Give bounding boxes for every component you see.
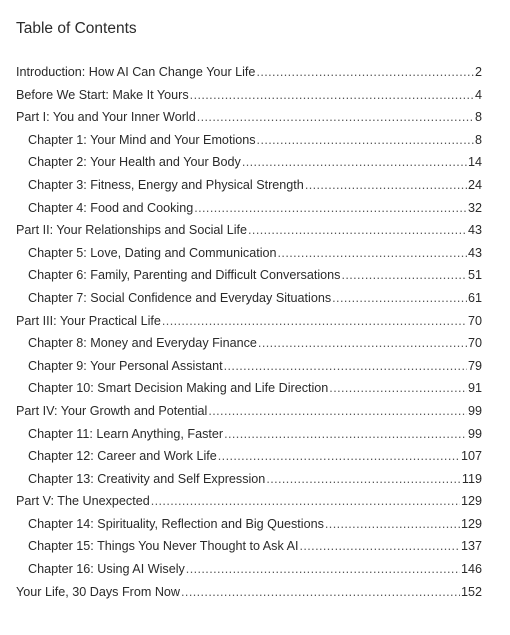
dot-leader	[278, 242, 467, 265]
dot-leader	[341, 264, 467, 287]
toc-entry-label: Chapter 8: Money and Everyday Finance	[28, 336, 257, 351]
toc-page-number: 61	[467, 290, 482, 305]
dot-leader	[224, 423, 467, 446]
toc-entry-section[interactable]	[16, 581, 482, 604]
toc-entry-section[interactable]	[16, 84, 482, 107]
toc-page-number: 129	[460, 494, 482, 509]
toc-entry-label: Chapter 16: Using AI Wisely	[28, 562, 185, 577]
toc-page-number: 8	[474, 132, 482, 147]
toc-page-number: 14	[467, 155, 482, 170]
toc-page-number: 24	[467, 177, 482, 192]
dot-leader	[257, 129, 474, 152]
dot-leader	[332, 287, 467, 310]
toc-entry-chapter[interactable]	[16, 558, 482, 581]
dot-leader	[258, 332, 467, 355]
dot-leader	[190, 84, 474, 107]
dot-leader	[305, 174, 467, 197]
toc-entry-section[interactable]	[16, 400, 482, 423]
toc-page-number: 91	[467, 381, 482, 396]
page-title: Table of Contents	[16, 20, 137, 37]
toc-page-number: 119	[461, 471, 482, 486]
toc-entry-section[interactable]	[16, 310, 482, 333]
toc-entry-label: Chapter 14: Spirituality, Reflection and Big Questions	[28, 516, 324, 531]
dot-leader	[299, 535, 460, 558]
toc-entry-chapter[interactable]	[16, 332, 482, 355]
toc-list	[16, 61, 482, 603]
dot-leader	[266, 468, 461, 491]
toc-entry-label: Chapter 5: Love, Dating and Communication	[28, 245, 277, 260]
toc-page-number: 99	[467, 426, 482, 441]
toc-entry-label: Part I: You and Your Inner World	[16, 110, 196, 125]
dot-leader	[194, 197, 467, 220]
toc-entry-chapter[interactable]	[16, 197, 482, 220]
toc-entry-label: Part IV: Your Growth and Potential	[16, 403, 208, 418]
toc-page-number: 70	[467, 313, 482, 328]
toc-entry-label: Chapter 4: Food and Cooking	[28, 200, 194, 215]
toc-entry-chapter[interactable]	[16, 242, 482, 265]
toc-entry-section[interactable]	[16, 490, 482, 513]
toc-entry-label: Chapter 12: Career and Work Life	[28, 449, 217, 464]
toc-entry-label: Chapter 3: Fitness, Energy and Physical Strength	[28, 177, 304, 192]
toc-page-number: 99	[467, 403, 482, 418]
toc-entry-label: Part III: Your Practical Life	[16, 313, 161, 328]
dot-leader	[242, 151, 467, 174]
toc-entry-label: Before We Start: Make It Yours	[16, 87, 189, 102]
toc-entry-label: Chapter 10: Smart Decision Making and Life Direction	[28, 381, 329, 396]
dot-leader	[162, 310, 467, 333]
dot-leader	[325, 513, 460, 536]
toc-page-number: 137	[460, 539, 482, 554]
toc-entry-label: Introduction: How AI Can Change Your Life	[16, 65, 256, 79]
toc-entry-chapter[interactable]	[16, 287, 482, 310]
toc-page-number: 70	[467, 336, 482, 351]
toc-page-number: 8	[474, 110, 482, 125]
toc-entry-chapter[interactable]	[16, 377, 482, 400]
dot-leader	[218, 445, 460, 468]
toc-entry-section[interactable]	[16, 61, 482, 84]
dot-leader	[181, 581, 460, 604]
toc-page-number: 146	[460, 562, 482, 577]
toc-entry-label: Part II: Your Relationships and Social Life	[16, 223, 248, 238]
dot-leader	[197, 106, 474, 129]
toc-entry-chapter[interactable]	[16, 151, 482, 174]
toc-page-number: 107	[460, 449, 482, 464]
toc-entry-chapter[interactable]	[16, 174, 482, 197]
toc-entry-chapter[interactable]	[16, 129, 482, 152]
dot-leader	[208, 400, 467, 423]
toc-page-number: 43	[467, 245, 482, 260]
toc-entry-chapter[interactable]	[16, 355, 482, 378]
toc-entry-label: Chapter 6: Family, Parenting and Difficult Conversations	[28, 268, 341, 283]
toc-page-number: 152	[460, 584, 482, 599]
dot-leader	[224, 355, 467, 378]
toc-entry-label: Chapter 7: Social Confidence and Everyday Situations	[28, 290, 332, 305]
toc-page-number: 4	[474, 87, 482, 102]
toc-entry-label: Chapter 1: Your Mind and Your Emotions	[28, 132, 256, 147]
toc-entry-label: Chapter 15: Things You Never Thought to Ask AI	[28, 539, 299, 554]
dot-leader	[329, 377, 467, 400]
toc-entry-section[interactable]	[16, 219, 482, 242]
dot-leader	[248, 219, 467, 242]
toc-page-number: 79	[467, 358, 482, 373]
dot-leader	[151, 490, 460, 513]
toc-entry-label: Chapter 2: Your Health and Your Body	[28, 155, 241, 170]
dot-leader	[256, 61, 474, 84]
toc-entry-chapter[interactable]	[16, 468, 482, 491]
toc-page-number: 32	[467, 200, 482, 215]
toc-entry-section[interactable]	[16, 106, 482, 129]
toc-page-number: 51	[467, 268, 482, 283]
dot-leader	[186, 558, 460, 581]
toc-page-number: 2	[474, 65, 482, 79]
toc-entry-label: Chapter 9: Your Personal Assistant	[28, 358, 223, 373]
toc-entry-chapter[interactable]	[16, 535, 482, 558]
toc-entry-label: Chapter 11: Learn Anything, Faster	[28, 426, 224, 441]
toc-entry-chapter[interactable]	[16, 513, 482, 536]
toc-entry-label: Chapter 13: Creativity and Self Expression	[28, 471, 266, 486]
toc-entry-chapter[interactable]	[16, 445, 482, 468]
toc-entry-chapter[interactable]	[16, 264, 482, 287]
toc-entry-chapter[interactable]	[16, 423, 482, 446]
toc-entry-label: Part V: The Unexpected	[16, 494, 150, 509]
toc-page-number: 129	[460, 516, 482, 531]
toc-entry-label: Your Life, 30 Days From Now	[16, 584, 181, 599]
toc-page-number: 43	[467, 223, 482, 238]
